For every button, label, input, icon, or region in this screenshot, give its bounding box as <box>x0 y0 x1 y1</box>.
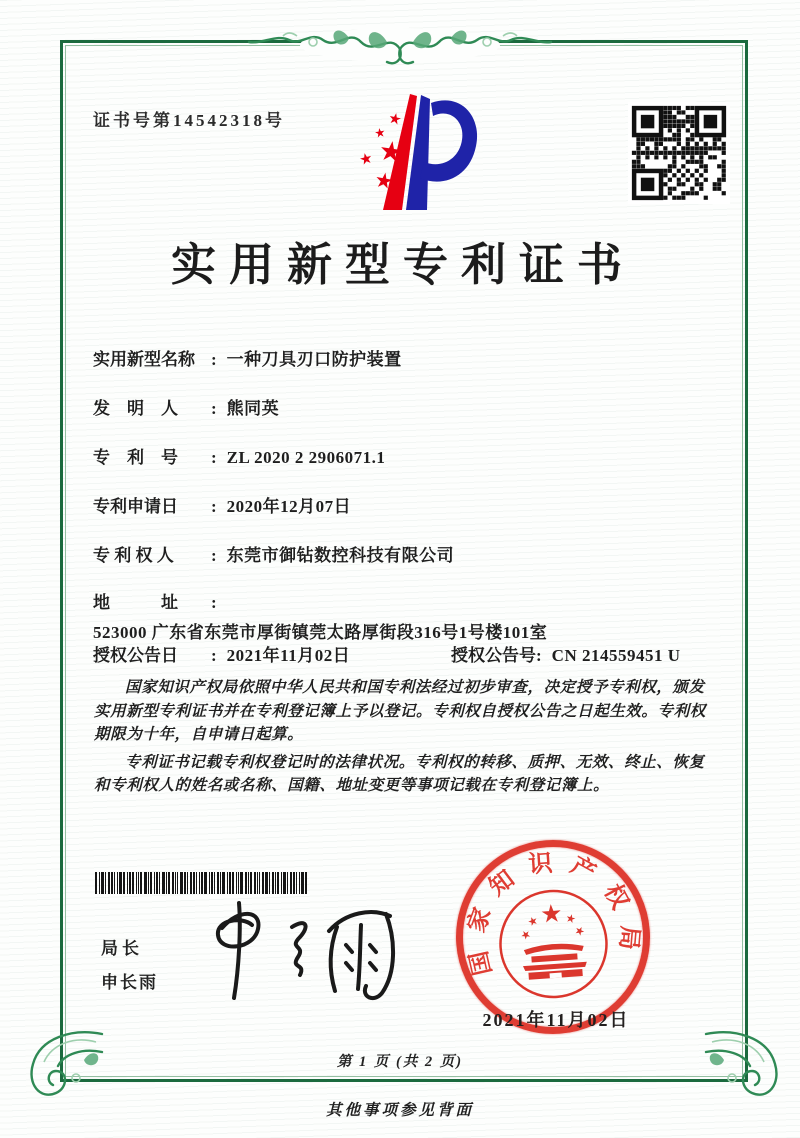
cnipa-patent-logo-icon <box>338 88 484 218</box>
field-value: CN 214559451 U <box>551 646 681 665</box>
field-row-grant-date-and-number: 授权公告日 : 2021年11月02日 授权公告号: CN 214559451 U <box>93 641 713 671</box>
seal-org-text: 国家知识产权局 <box>463 849 643 978</box>
field-label: 专 利 权 人 <box>93 546 174 565</box>
commissioner-name: 申长雨 <box>101 973 158 992</box>
page-indicator: 第 1 页 (共 2 页) <box>336 1054 464 1070</box>
field-label: 授权公告号 <box>451 646 536 665</box>
field-value: 2020年12月07日 <box>226 497 352 516</box>
field-value: ZL 2020 2 2906071.1 <box>226 448 386 467</box>
field-label: 地 址 <box>93 593 178 612</box>
field-value: 东莞市御钻数控科技有限公司 <box>226 546 455 565</box>
field-label: 发 明 人 <box>93 399 178 418</box>
field-row-grant-number: 授权公告号: CN 214559451 U <box>451 641 681 671</box>
barcode <box>95 872 313 894</box>
field-value: 2021年11月02日 <box>226 646 351 665</box>
bottom-left-flourish-icon <box>24 1026 106 1108</box>
certificate-number: 证书号第14542318号 <box>93 111 285 130</box>
field-value: 523000 广东省东莞市厚街镇莞太路厚街段316号1号楼101室 <box>93 622 548 642</box>
field-label: 授权公告日 <box>93 646 178 665</box>
field-value: 熊同英 <box>226 399 280 418</box>
certificate-title: 实用新型专利证书 <box>170 240 635 290</box>
field-row-address: 地 址 :523000 广东省东莞市厚街镇莞太路厚街段316号1号楼101室 <box>93 588 713 648</box>
legal-text-block <box>94 676 712 802</box>
field-row-utility-model-name: 实用新型名称 : 一种刀具刃口防护装置 <box>93 345 713 375</box>
qr-code <box>628 102 730 204</box>
field-value: 一种刀具刃口防护装置 <box>226 350 402 369</box>
commissioner-title: 局长 <box>101 939 143 958</box>
seal-date: 2021年11月02日 <box>482 1010 630 1030</box>
handwritten-signature-icon <box>192 896 432 1014</box>
field-label: 专利申请日 <box>93 497 178 516</box>
field-label: 实用新型名称 <box>93 350 195 369</box>
national-emblem-icon <box>497 887 610 1000</box>
bottom-right-flourish-icon <box>702 1026 784 1108</box>
field-label: 专 利 号 <box>93 448 178 467</box>
legal-paragraph-2: 专利证书记载专利权登记时的法律状况。专利权的转移、质押、无效、终止、恢复和专利权人的姓名或名称、国籍、地址变更等事项记载在专利登记簿上。 <box>94 753 705 795</box>
field-row-patentee: 专 利 权 人 : 东莞市御钻数控科技有限公司 <box>93 541 713 571</box>
legal-paragraph-1: 国家知识产权局依照中华人民共和国专利法经过初步审查，决定授予专利权，颁发实用新型专利证书并在专利登记簿上予以登记。专利权自授权公告之日起生效。专利权期限为十年，自申请日起算。 <box>94 679 706 744</box>
field-row-patent-number: 专 利 号 : ZL 2020 2 2906071.1 <box>93 443 713 473</box>
field-row-filing-date: 专利申请日 : 2020年12月07日 <box>93 492 713 522</box>
back-side-note: 其他事项参见背面 <box>325 1102 474 1119</box>
top-flourish-ornament-icon <box>245 16 555 74</box>
field-row-inventor: 发 明 人 : 熊同英 <box>93 394 713 424</box>
